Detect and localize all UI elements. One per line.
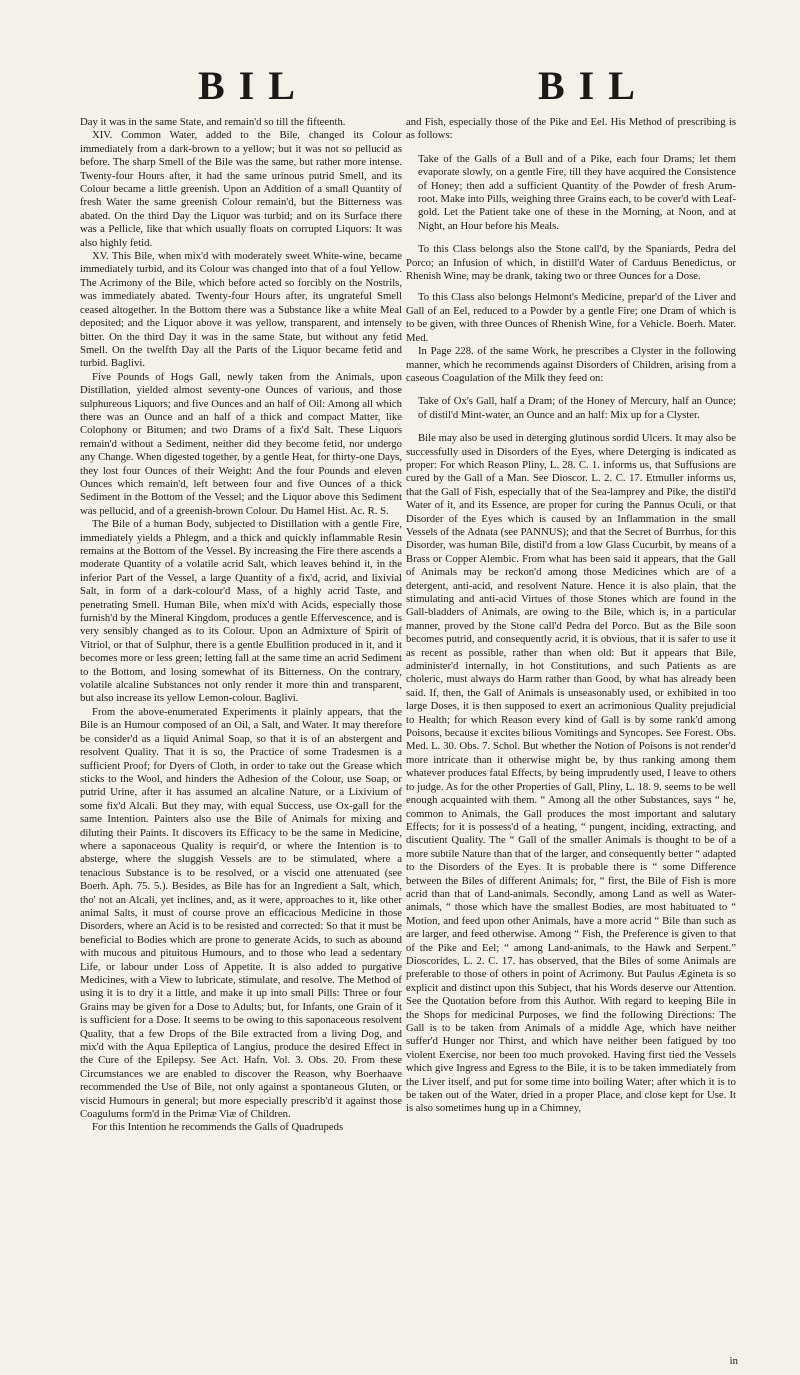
paragraph: XIV. Common Water, added to the Bile, changed its Colour immediately from a dark-brown to a yellow; but it was not so pellucid as before. The sharp Smell of the Bile was the same, but rather more intense. Twenty-four Hours after, it had the same urinous putrid Smell, and its Colour became a little greenish. Upon an Addition of a small Quantity of fresh Water the same greenish Colour remain'd, but the Bitterness was abated. On the third Day the Liquor was turbid; and on its Surface there was a Pellicle, like that which usually floats on corrupted Liquors: It was also highly fetid. xyxy=(80,129,402,249)
paragraph: Five Pounds of Hogs Gall, newly taken from the Animals, upon Distillation, yielded almost seventy-one Ounces of various, and those sulphureous Liquors; and five Ounces and an half of Oil: Among all which there was an Ounce and an half of a thick and compact Matter, like Colophony or Bitumen; and two Drams of a fix'd Salt. These Liquors remain'd without a Sediment, neither did they become fetid, nor undergo any Change. When digested together, by a gentle Heat, for thirty-one Days, they lost four Ounces of their Weight: And the four Pounds and eleven Ounces which remain'd, left between four and five Ounces of a thick Sediment in the Bottom of the Vessel; and the Liquor above this Sediment was pellucid, and of a greenish-brown Colour. Du Hamel Hist. Ac. R. S. xyxy=(80,370,402,517)
paragraph: In Page 228. of the same Work, he prescribes a Clyster in the following manner, which he recommends against Disorders of Children, arising from a caseous Coagulation of the Milk they feed on: xyxy=(406,345,736,384)
catchword: in xyxy=(729,1355,738,1367)
paragraph: XV. This Bile, when mix'd with moderately sweet White-wine, became immediately turbid, and its Colour was changed into that of a foul Yellow. The Acrimony of the Bile, which before acted so forcibly on the Nostrils, was immediately abated. Twenty-four Hours after, its ungrateful Smell ceased altogether. In the Bottom there was a Substance like a white Meal deposited; and the Liquor above it was yellow, transparent, and intensely bitter. On the third Day it was in the same State, but without any fetid Smell. On the twelfth Day all the Parts of the Liquor became fetid and turbid. Baglivi. xyxy=(80,250,402,370)
paragraph: Day it was in the same State, and remain'd so till the fifteenth. xyxy=(80,116,346,128)
prescription: Take of Ox's Gall, half a Dram; of the Honey of Mercury, half an Ounce; of distil'd Mint-water, an Ounce and an half: Mix up for a Clyster. xyxy=(418,395,736,421)
right-column xyxy=(406,116,736,1116)
prescription: Take of the Galls of a Bull and of a Pike, each four Drams; let them evaporate slowly, on a gentle Fire, till they have acquired the Consistence of Honey; then add a sufficient Quantity of the Powder of fresh Arum-root. Make into Pills, weighing three Grains each, to be cover'd with Leaf-gold. Let the Patient take one of these in the Morning, at Noon, and at Night, an Hour before his Meals. xyxy=(418,152,737,232)
paragraph: For this Intention he recommends the Galls of Quadrupeds xyxy=(92,1121,344,1134)
running-head-right: BIL xyxy=(538,63,649,108)
paragraph: The Bile of a human Body, subjected to Distillation with a gentle Fire, immediately yields a Phlegm, and a thick and quickly inflammable Resin remains at the Bottom of the Vessel. By increasing the Fire there ascends a moderate Quantity of a volatile acrid Salt, which leaves behind it, in the inferior Part of the Vessel, a large Quantity of a fix'd, acrid, and lixivial Salt, in form of a dark-colour'd Mass, of a highly acrid Taste, and penetrating Smell. Human Bile, when mix'd with Acids, especially those furnish'd by the Mineral Kingdom, produces a gentle Effervescence, and is very sensibly changed as to its Colour. Upon an Admixture of Spirit of Vitriol, or that of Sulphur, there is a gentle Ebullition produced in it, and it becomes more or less green; letting fall at the same time an acrid Sediment to the Bottom, and losing somewhat of its Bitterness. On the contrary, volatile alcaline Substances not only render it more thin and transparent, but also increase its yellow Lemon-colour. Baglivi. xyxy=(80,518,402,705)
paragraph: To this Class belongs also the Stone call'd, by the Spaniards, Pedra del Porco; an Infusion of which, in distill'd Water of Carduus Benedictus, or Rhenish Wine, may be drank, taking two or three Ounces for a Dose. xyxy=(406,243,736,283)
paragraph: and Fish, especially those of the Pike and Eel. His Method of prescribing is as follows: xyxy=(406,116,736,142)
left-column xyxy=(80,116,402,1135)
paragraph: From the above-enumerated Experiments it plainly appears, that the Bile is an Humour composed of an Oil, a Salt, and Water. It may therefore be consider'd as a liquid Animal Soap, so that it is of an abstergent and resolvent Quality. That it is so, the Practice of some Tradesmen is a sufficient Proof; for Dyers of Cloth, in order to take out the Grease which sticks to the Wool, and hinders the Adhesion of the Colour, use Soap, or putrid Urine, after it has assumed an alcaline Nature, or a Lixivium of some fix'd Alcali. But they may, with equal Success, use Ox-gall for the same Intention. Painters also use the Bile of Animals for mixing and diluting their Paints. It discovers its Efficacy to be the same in Medicine, where a saponaceous Quality is requir'd, or where the Intention is to absterge, where the sluggish Vessels are to be stimulated, where a tenacious Substance is to be resolved, or a viscid one attenuated (see Boerh. Aph. 75. 5.). Besides, as Bile has for an Ingredient a Salt, which, tho' not an Alcali, yet inclines, and, as it were, approaches to it, like other animal Salts, it must of course prove an efficacious Medicine in those Disorders, where an Acid is to be resisted and corrected: So that it must be beneficial to Bodies which are prone to generate Acids, to such as abound with mucous and pituitous Humours, and to those who lead a sedentary Life, or labour under Loss of Appetite. It is also added to purgative Medicines, with a View to lubricate, stimulate, and resolve. The Method of using it is to dry it a little, and make it up into small Pills: Three or four Grains may be given for a Dose to Adults; but, for Infants, one Grain of it is sufficient for a Dose. It seems to be owing to this saponaceous resolvent Quality, that a few Drops of the Bile extracted from a living Dog, and mix'd with the Aqua Epileptica of Langius, produce the desired Effect in the Cure of the Epilepsy. See Act. Hafn. Vol. 3. Obs. 20. From these Circumstances we are enabled to discover the Reason, why Boerhaave recommended the Use of Bile, not only against a spontaneous Gluten, or viscid Humours in general; but more especially prescrib'd it against those Coagulums form'd in the Primæ Viæ of Children. xyxy=(80,705,402,1121)
paragraph: To this Class also belongs Helmont's Medicine, prepar'd of the Liver and Gall of an Eel, reduced to a Powder by a gentle Fire; one Dram of which is to be given, with three Ounces of Rhenish Wine, for a Vehicle. Boerh. Mater. Med. xyxy=(406,291,736,344)
paragraph: Bile may also be used in deterging glutinous sordid Ulcers. It may also be successfully used in Disorders of the Eyes, where Deterging is indicated as proper: For which Reason Pliny, L. 28. C. 1. informs us, that Suffusions are cured by the Gall of a Man. See Dioscor. L. 2. C. 17. Etmuller informs us, that the Gall of Fish, especially that of the Sea-lamprey and Pike, the distil'd Water of it, and its Essence, are proper for curing the Pannus Oculi, or that Disorder of the Eyes which is caused by an Inflammation in the small Vessels of the Adnata (see PANNUS); and that the Secret of Burrhus, for this Disorder, was human Bile, distil'd from a low Glass Cucurbit, by means of a Brass or Copper Alembic. From what has been said it appears, that the Gall of Animals may be reckon'd among those Medicines which are of a detergent, anti-acid, and resolvent Nature. Hence it is also plain, that the stimulating and anti-acid Virtues of those Stones which are found in the Gall-bladders of Animals, are owing to the Bile, which is, in a particular manner, proved by the Stone call'd Pedra del Porco. But as the Bile soon becomes putrid, and consequently acrid, it is obvious, that it is safer to use it as recent as possible, rather than when old: But it appears that Bile, administer'd internally, in hot Constitutions, and such Patients as are choleric, must always do Harm rather than Good, by what has already been said. If, then, the Gall of Animals is unseasonably used, or exhibited in too large Doses, it is then supposed to exert an acrimonious Quality prejudicial to Health; for which Reason every kind of Gall is by some rank'd among Poisons, because it excites bilious Vomitings and Syncopes. See Forest. Obs. Med. L. 30. Obs. 7. Schol. But whether the Notion of Poisons is not render'd more intricate than it otherwise might be, by thus ranking among them whatever produces fatal Effects, by being imprudently used, I leave to others to judge. As for the other Properties of Gall, Pliny, L. 18. 9. seems to be well enough acquainted with them. “ Among all the other Substances, says “ he, common to Animals, the Gall produces the most important and salutary Effects; for it is possess'd of a heating, “ pungent, inciding, extracting, and discutient Quality. The “ Gall of the smaller Animals is thought to be of a more subtile Nature than that of the larger, and consequently better “ adapted to the Disorders of the Eyes. It is probable there is “ some Difference between the Biles of different Animals; for, “ first, the Bile of Fish is more acrid than that of Land-animals. Secondly, among Land as well as Water-animals, “ those which have the smallest Bodies, are most habituated to “ Motion, and feed upon other Animals, have a more acrid “ Bile than such as are larger, and feed otherwise. Among “ Fish, the Preference is given to that of the Pike and Eel; “ among Land-animals, to the Hawk and Serpent.” Dioscorides, L. 2. C. 17. has observed, that the Biles of some Animals are preferable to those of others in point of Acrimony. But Paulus Ægineta is so explicit and distinct upon this Subject, that his Words deserve our Attention. See the Quotation before from this Author. With regard to keeping Bile in the Shops for medicinal Purposes, we find the following Directions: The Gall is to be taken from Animals of a middle Age, which have neither suffer'd Hunger nor Thirst, and which have neither been fatigued by too violent Exercise, nor been too much provoked. Having first tied the Vessels which give Ingress and Egress to the Bile, it is to be taken immediately from the Liver itself, and put for some time into boiling Water; after which it is to be taken out of the Water, dried in a proper Place, and close kept for Use. It is also sometimes hung up in a Chimney, xyxy=(406,432,736,1115)
running-head-left: BIL xyxy=(198,63,309,108)
